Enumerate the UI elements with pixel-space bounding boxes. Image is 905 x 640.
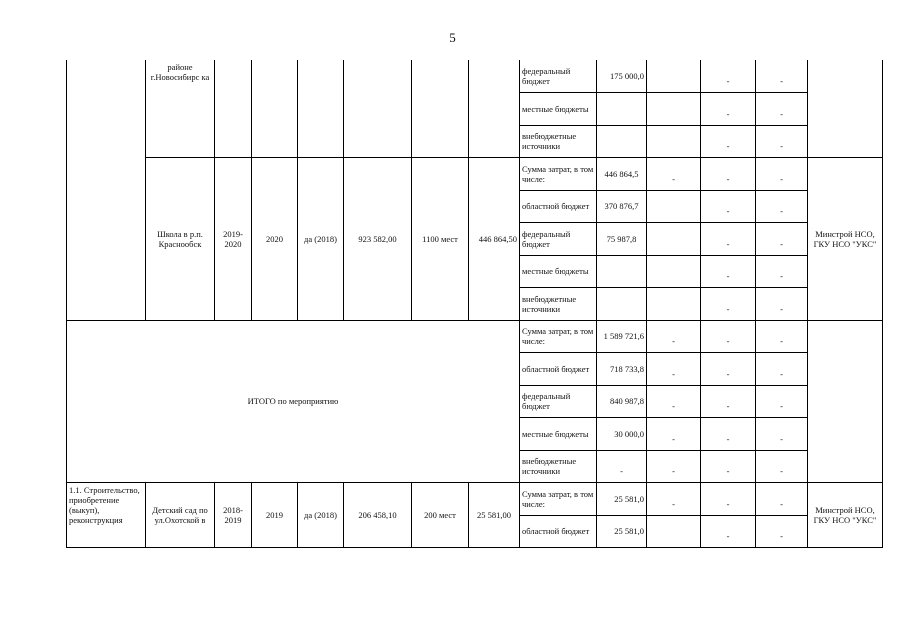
table-row: внебюджетные источники - - [67,125,883,158]
executor-cell: Минстрой НСО, ГКУ НСО "УКС" [808,158,883,321]
table-row: областной бюджет 370 876,7 - - [67,190,883,223]
input-year-cell: 2019 [252,483,298,548]
source-label: областной бюджет [520,515,597,548]
table-row: областной бюджет 718 733,8 - - - [67,353,883,386]
capacity-cell: 1100 мест [412,158,469,321]
source-label: местные бюджеты [520,255,597,288]
table-row: 1.1. Строительство, приобретение (выкуп), реконструкция Детский сад по ул.Охотской в 2018-2019 2019 да (2018) 206 458,10 200 мест 25 581,00 Сумма затрат, в том числе: 25 581,0 - - - Минстрой НСО, ГКУ НСО "УКС" [67,483,883,516]
table-row: внебюджетные источники - - - - [67,450,883,483]
input-year-cell: 2020 [252,158,298,321]
budget-table [66,60,883,548]
table-row: ИТОГО по мероприятию Сумма затрат, в том числе: 1 589 721,6 - - - [67,320,883,353]
amount-cell [597,288,647,321]
amount-cell: 75 987,8 [597,223,647,256]
table-row: областной бюджет 25 581,0 - - [67,515,883,548]
source-label: внебюджетные источники [520,288,597,321]
object-name-cell: Детский сад по ул.Охотской в [146,483,215,548]
amount-cell: 175 000,0 [597,60,647,93]
estimated-cost-cell: 923 582,00 [344,158,412,321]
table-row: Школа в р.п. Краснообск 2019-2020 2020 да (2018) 923 582,00 1100 мест 446 864,50 Сумма затрат, в том числе: 446 864,5 - - - Минстрой НСО, ГКУ НСО "УКС" [67,158,883,191]
estimated-cost-cell: 206 458,10 [344,483,412,548]
object-name-cell: Школа в р.п. Краснообск [146,158,215,321]
executor-cell: Минстрой НСО, ГКУ НСО "УКС" [808,483,883,548]
psd-cell: да (2018) [298,483,344,548]
source-label: местные бюджеты [520,418,597,451]
source-label: Сумма затрат, в том числе: [520,158,597,191]
remaining-cell: 446 864,50 [469,158,520,321]
source-label: внебюджетные источники [520,450,597,483]
amount-cell [597,255,647,288]
source-label: областной бюджет [520,190,597,223]
page-number: 5 [449,30,456,45]
table-row: федеральный бюджет 840 987,8 - - - [67,385,883,418]
source-label: федеральный бюджет [520,60,597,93]
source-label: областной бюджет [520,353,597,386]
table-row: внебюджетные источники - - [67,288,883,321]
remaining-cell: 25 581,00 [469,483,520,548]
table-row: районе г.Новосибирс ка федеральный бюджет 175 000,0 - - [67,60,883,93]
source-label: Сумма затрат, в том числе: [520,320,597,353]
table-row: местные бюджеты - - [67,93,883,126]
amount-cell: 25 581,0 [597,515,647,548]
source-label: федеральный бюджет [520,223,597,256]
psd-cell: да (2018) [298,158,344,321]
amount-cell: 1 589 721,6 [597,320,647,353]
source-label: внебюджетные источники [520,125,597,158]
table-row: федеральный бюджет 75 987,8 - - [67,223,883,256]
amount-cell: 840 987,8 [597,385,647,418]
source-label: местные бюджеты [520,93,597,126]
amount-cell: 718 733,8 [597,353,647,386]
amount-cell: 25 581,0 [597,483,647,516]
amount-cell: 370 876,7 [597,190,647,223]
years-cell: 2019-2020 [215,158,252,321]
total-label: ИТОГО по мероприятию [67,320,520,483]
measure-cell [67,60,146,320]
source-label: федеральный бюджет [520,385,597,418]
table-row: местные бюджеты - - [67,255,883,288]
amount-cell: 30 000,0 [597,418,647,451]
amount-cell: - [597,450,647,483]
amount-cell: 446 864,5 [597,158,647,191]
source-label: Сумма затрат, в том числе: [520,483,597,516]
object-name-cell: районе г.Новосибирс ка [146,60,215,158]
years-cell: 2018-2019 [215,483,252,548]
measure-cell: 1.1. Строительство, приобретение (выкуп), реконструкция [67,483,146,548]
capacity-cell: 200 мест [412,483,469,548]
table-row: местные бюджеты 30 000,0 - - - [67,418,883,451]
